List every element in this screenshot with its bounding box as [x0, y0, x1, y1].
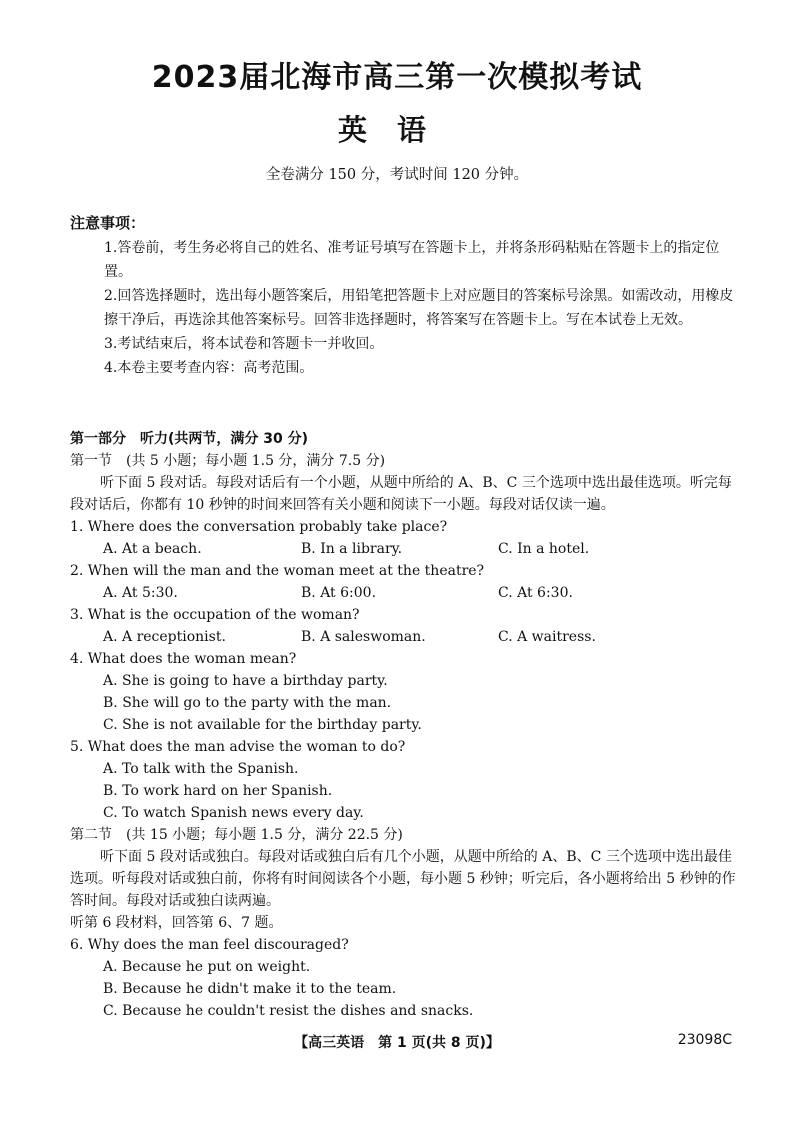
notice-item-4: 4.本卷主要考查内容：高考范围。 [104, 360, 314, 376]
page-footer: 【高三英语 第 1 页(共 8 页)】 [294, 1035, 500, 1051]
section2-instruction: 听下面 5 段对话或独白。每段对话或独白后有几个小题，从题中所给的 A、B、C 三个选项中选出最佳选项。听每段对话或独白前，你将有时间阅读各个小题，每小题 5 秒钟；听完后，各小题将给出 5 秒钟的作答时间。每段对话或独白读两遍。 [70, 849, 736, 909]
subject-title: 英语 [337, 113, 456, 147]
option: B. Because he didn't make it to the team. [103, 981, 397, 997]
material-note: 听第 6 段材料，回答第 6、7 题。 [70, 915, 283, 931]
notice-list [104, 236, 744, 380]
part1-heading: 第一部分 听力(共两节，满分 30 分) [70, 431, 309, 447]
option: C. A waitress. [498, 629, 596, 645]
option: A. A receptionist. [103, 629, 226, 645]
section1-instruction: 听下面 5 段对话。每段对话后有一个小题，从题中所给的 A、B、C 三个选项中选出最佳选项。听完每段对话后，你都有 10 秒钟的时间来回答有关小题和阅读下一小题。每段对话仅读一遍。 [70, 475, 732, 513]
notice-item-2: 2.回答选择题时，选出每小题答案后，用铅笔把答题卡上对应题目的答案标号涂黑。如需改动，用橡皮擦干净后，再选涂其他答案标号。回答非选择题时，将答案写在答题卡上。写在本试卷上无效。 [104, 288, 734, 328]
question-3-options [70, 626, 740, 648]
section2-heading: 第二节 (共 15 小题；每小题 1.5 分，满分 22.5 分) [70, 827, 403, 843]
question-5: 5. What does the man advise the woman to do? [70, 739, 406, 755]
option: B. In a library. [301, 541, 403, 557]
option: B. At 6:00. [301, 585, 377, 601]
option: A. To talk with the Spanish. [103, 761, 299, 777]
option: B. A saleswoman. [301, 629, 426, 645]
option: C. Because he couldn't resist the dishes and snacks. [103, 1003, 474, 1019]
option: C. At 6:30. [498, 585, 573, 601]
listening-section [70, 450, 740, 1022]
option: C. In a hotel. [498, 541, 590, 557]
question-2-options [70, 582, 740, 604]
option: C. She is not available for the birthday party. [103, 717, 422, 733]
question-1-options [70, 538, 740, 560]
option: A. At a beach. [103, 541, 202, 557]
question-4: 4. What does the woman mean? [70, 651, 297, 667]
option: B. To work hard on her Spanish. [103, 783, 333, 799]
option: C. To watch Spanish news every day. [103, 805, 364, 821]
exam-code: 23098C [677, 1032, 732, 1048]
question-1: 1. Where does the conversation probably take place? [70, 519, 448, 535]
option: A. She is going to have a birthday party. [103, 673, 388, 689]
option: A. At 5:30. [103, 585, 178, 601]
question-3: 3. What is the occupation of the woman? [70, 607, 360, 623]
question-6: 6. Why does the man feel discouraged? [70, 937, 349, 953]
exam-title: 2023届北海市高三第一次模拟考试 [151, 60, 643, 95]
notice-item-1: 1.答卷前，考生务必将自己的姓名、准考证号填写在答题卡上，并将条形码粘贴在答题卡上的指定位置。 [104, 240, 720, 280]
score-info: 全卷满分 150 分，考试时间 120 分钟。 [265, 167, 529, 183]
section1-heading: 第一节 (共 5 小题；每小题 1.5 分，满分 7.5 分) [70, 453, 386, 469]
notice-item-3: 3.考试结束后，将本试卷和答题卡一并收回。 [104, 336, 384, 352]
question-2: 2. When will the man and the woman meet at the theatre? [70, 563, 485, 579]
notice-title: 注意事项： [70, 214, 146, 232]
option: B. She will go to the party with the man. [103, 695, 392, 711]
option: A. Because he put on weight. [103, 959, 311, 975]
